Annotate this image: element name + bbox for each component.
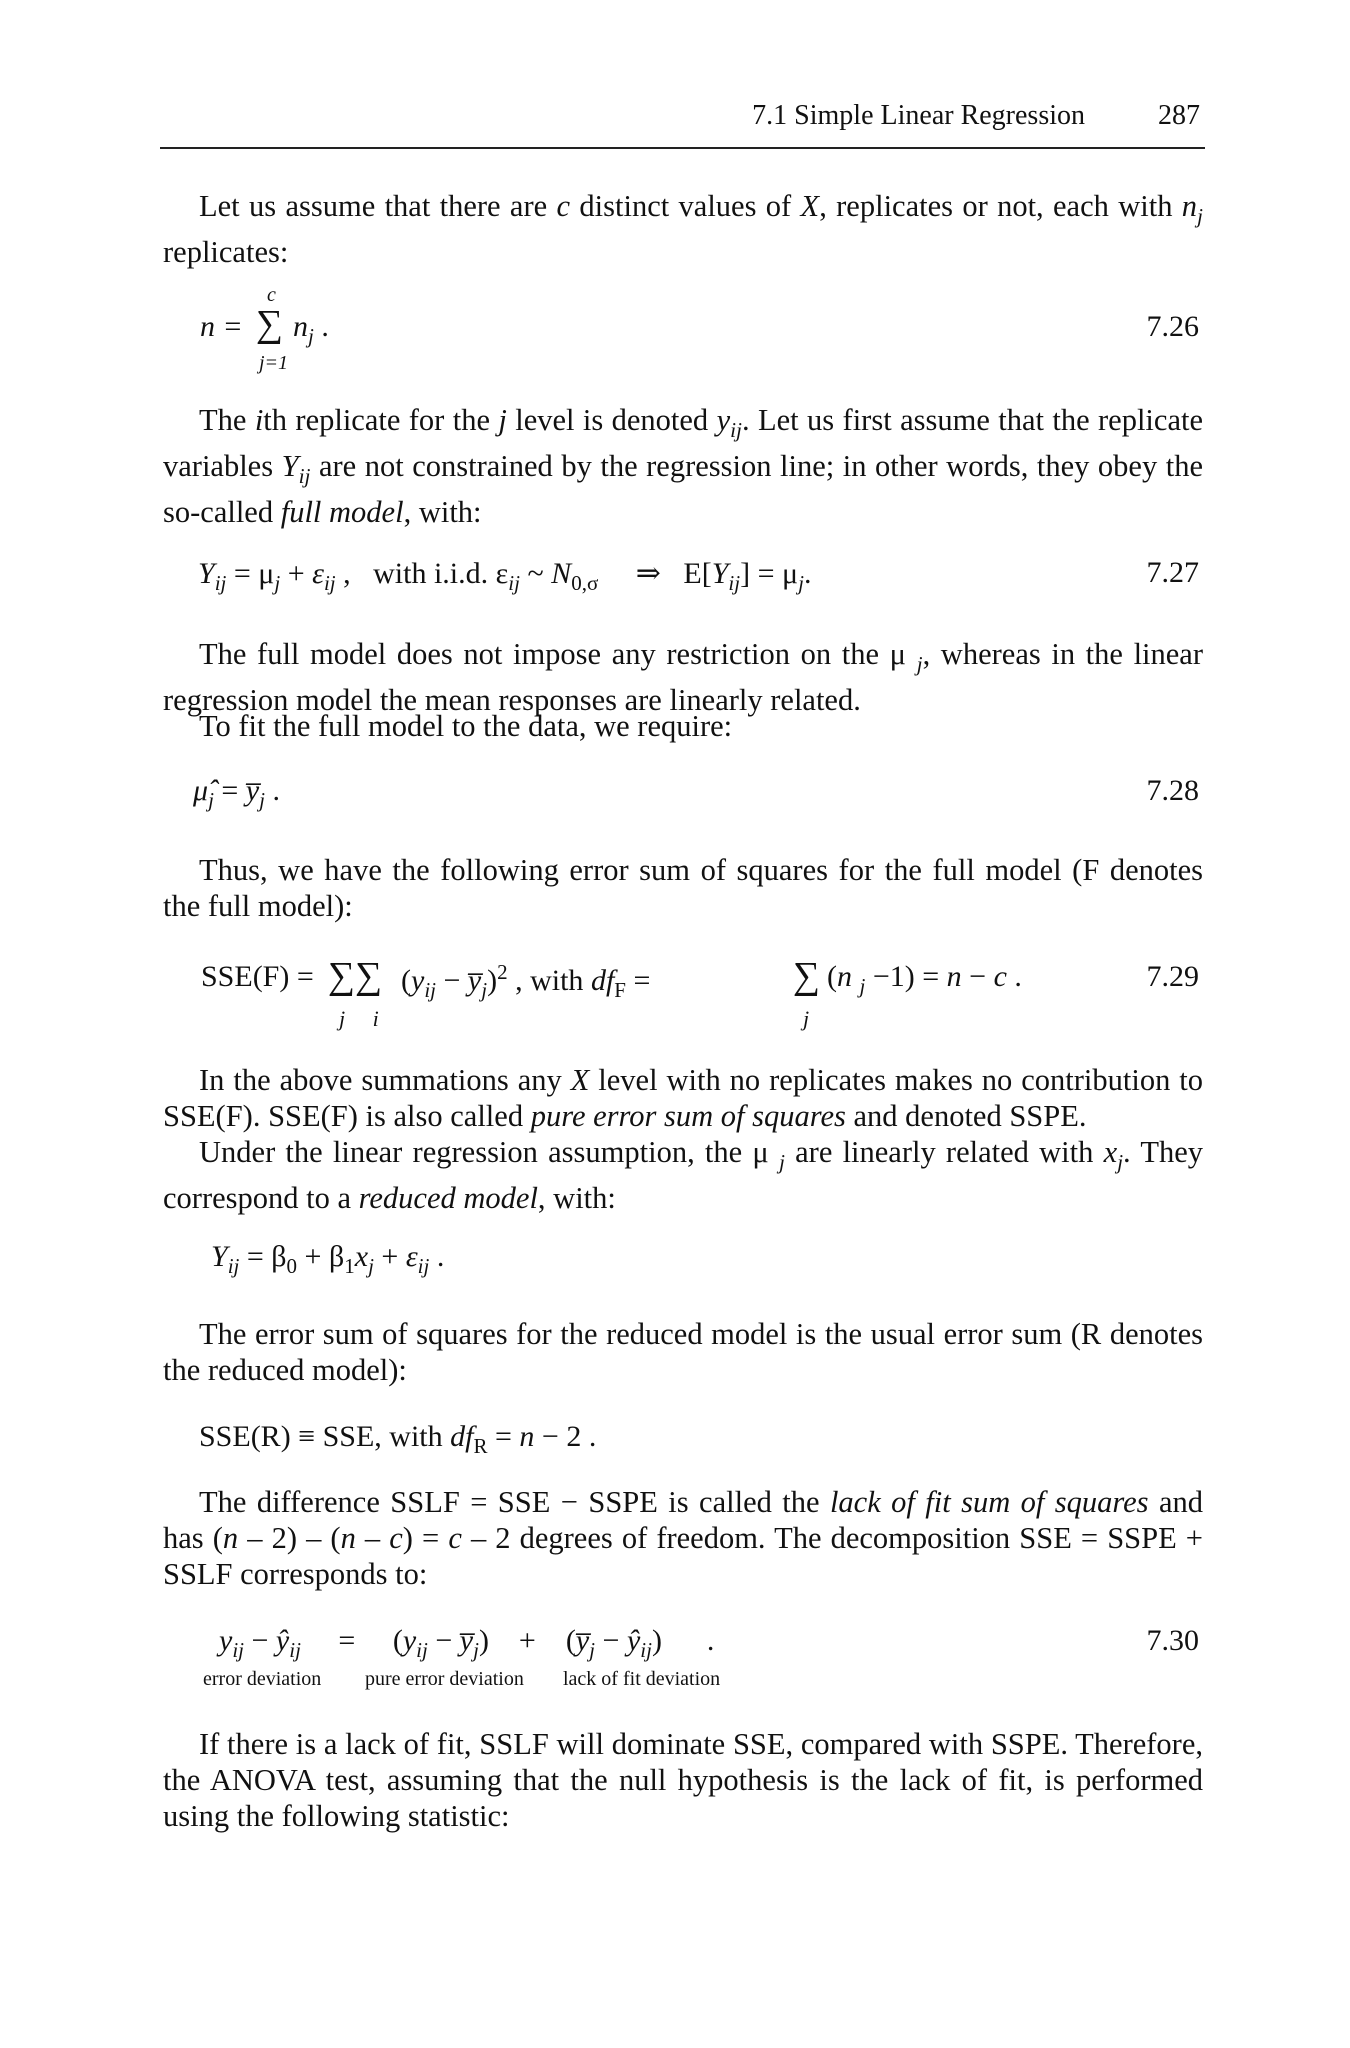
- section-title: 7.1 Simple Linear Regression: [752, 100, 1085, 131]
- paragraph-3b: To fit the full model to the data, we require:: [199, 709, 733, 743]
- equation-7-29: SSE(F) = ∑∑ j i ($y_{ij}$ − $y̅_j)^2$ , with $df_F$ = ∑ j (n $_j$ −1) = n − c . 7.29: [201, 955, 1199, 1031]
- paragraph-4: Thus, we have the following error sum of squares for the full model (F denotes the full model):: [163, 853, 1203, 923]
- paragraph-7: The difference SSLF = SSE − SSPE is called the lack of fit sum of squares and has (n – 2) – (n – c) = c – 2 degrees of freedom. The decomposition SSE = SSPE + SSLF corresponds to:: [163, 1485, 1203, 1591]
- header-rule: [160, 147, 1205, 149]
- paragraph-5: In the above summations any X level with no replicates makes no contribution to SSE(F). SSE(F) is also called pure error sum of squares and denoted SSPE.: [163, 1063, 1204, 1133]
- equation-reduced-model: $Y_{ij} = \beta_0 + \beta_1x_j + \varepsilon_{ij}$ .: [211, 1240, 445, 1278]
- label-lack-of-fit-deviation: lack of fit deviation: [563, 1668, 721, 1690]
- equation-number: 7.29: [1146, 960, 1199, 993]
- equation-number: 7.30: [1146, 1624, 1199, 1657]
- paragraph-6: The error sum of squares for the reduced model is the usual error sum (R denotes the reduced model):: [163, 1317, 1203, 1387]
- running-header: [160, 100, 1205, 150]
- paragraph-1: Let us assume that there are c distinct values of X, replicates or not, each with $n_j$ replicates:: [163, 189, 1203, 270]
- equation-number: 7.27: [1146, 556, 1199, 589]
- equation-sse-reduced: SSE(R) ≡ SSE, with $df_R = n - 2$ .: [199, 1420, 597, 1458]
- paragraph-5b: Under the linear regression assumption, the μ $_j$ are linearly related with $x_j$. They correspond to a reduced model, with:: [163, 1135, 1204, 1216]
- label-error-deviation: error deviation: [203, 1668, 322, 1690]
- page-number: 287: [1158, 100, 1200, 131]
- equation-7-30: $y_{ij}$ − $ŷ_{ij}$ = ($y_{ij}$ − $y̅_j$) + ($y̅_j$ − $ŷ_{ij}$) . error deviation pure error deviation lack of fit deviation 7.30: [203, 1624, 1199, 1690]
- equation-7-26: n = c ∑ j=1 $n_j$ . 7.26: [200, 284, 1199, 374]
- paragraph-8: If there is a lack of fit, SSLF will dominate SSE, compared with SSPE. Therefore, the ANOVA test, assuming that the null hypothesis is the lack of fit, is performed using the following statistic:: [163, 1727, 1203, 1833]
- equation-number: 7.26: [1146, 310, 1199, 343]
- equation-7-28: $\mû_j$ = $y̅_j$ . 7.28: [193, 774, 1199, 812]
- equation-number: 7.28: [1146, 774, 1199, 807]
- equation-7-27: $Y_{ij} = \mu_j + \varepsilon_{ij}$ , with i.i.d. $\varepsilon_{ij}$ ~ $N_{0,\sigma}$ ⇒ $E[Y_{ij}] = \mu_j$. 7.27: [198, 556, 1199, 595]
- paragraph-2: The ith replicate for the j level is denoted $y_{ij}$. Let us first assume that the replicate variables $Y_{ij}$ are not constrained by the regression line; in other words, they obey the so-called full model, with:: [163, 403, 1203, 530]
- paragraph-3: The full model does not impose any restriction on the μ $_j$, whereas in the linear regression model the mean responses are linearly related.: [163, 637, 1203, 718]
- label-pure-error-deviation: pure error deviation: [365, 1668, 524, 1690]
